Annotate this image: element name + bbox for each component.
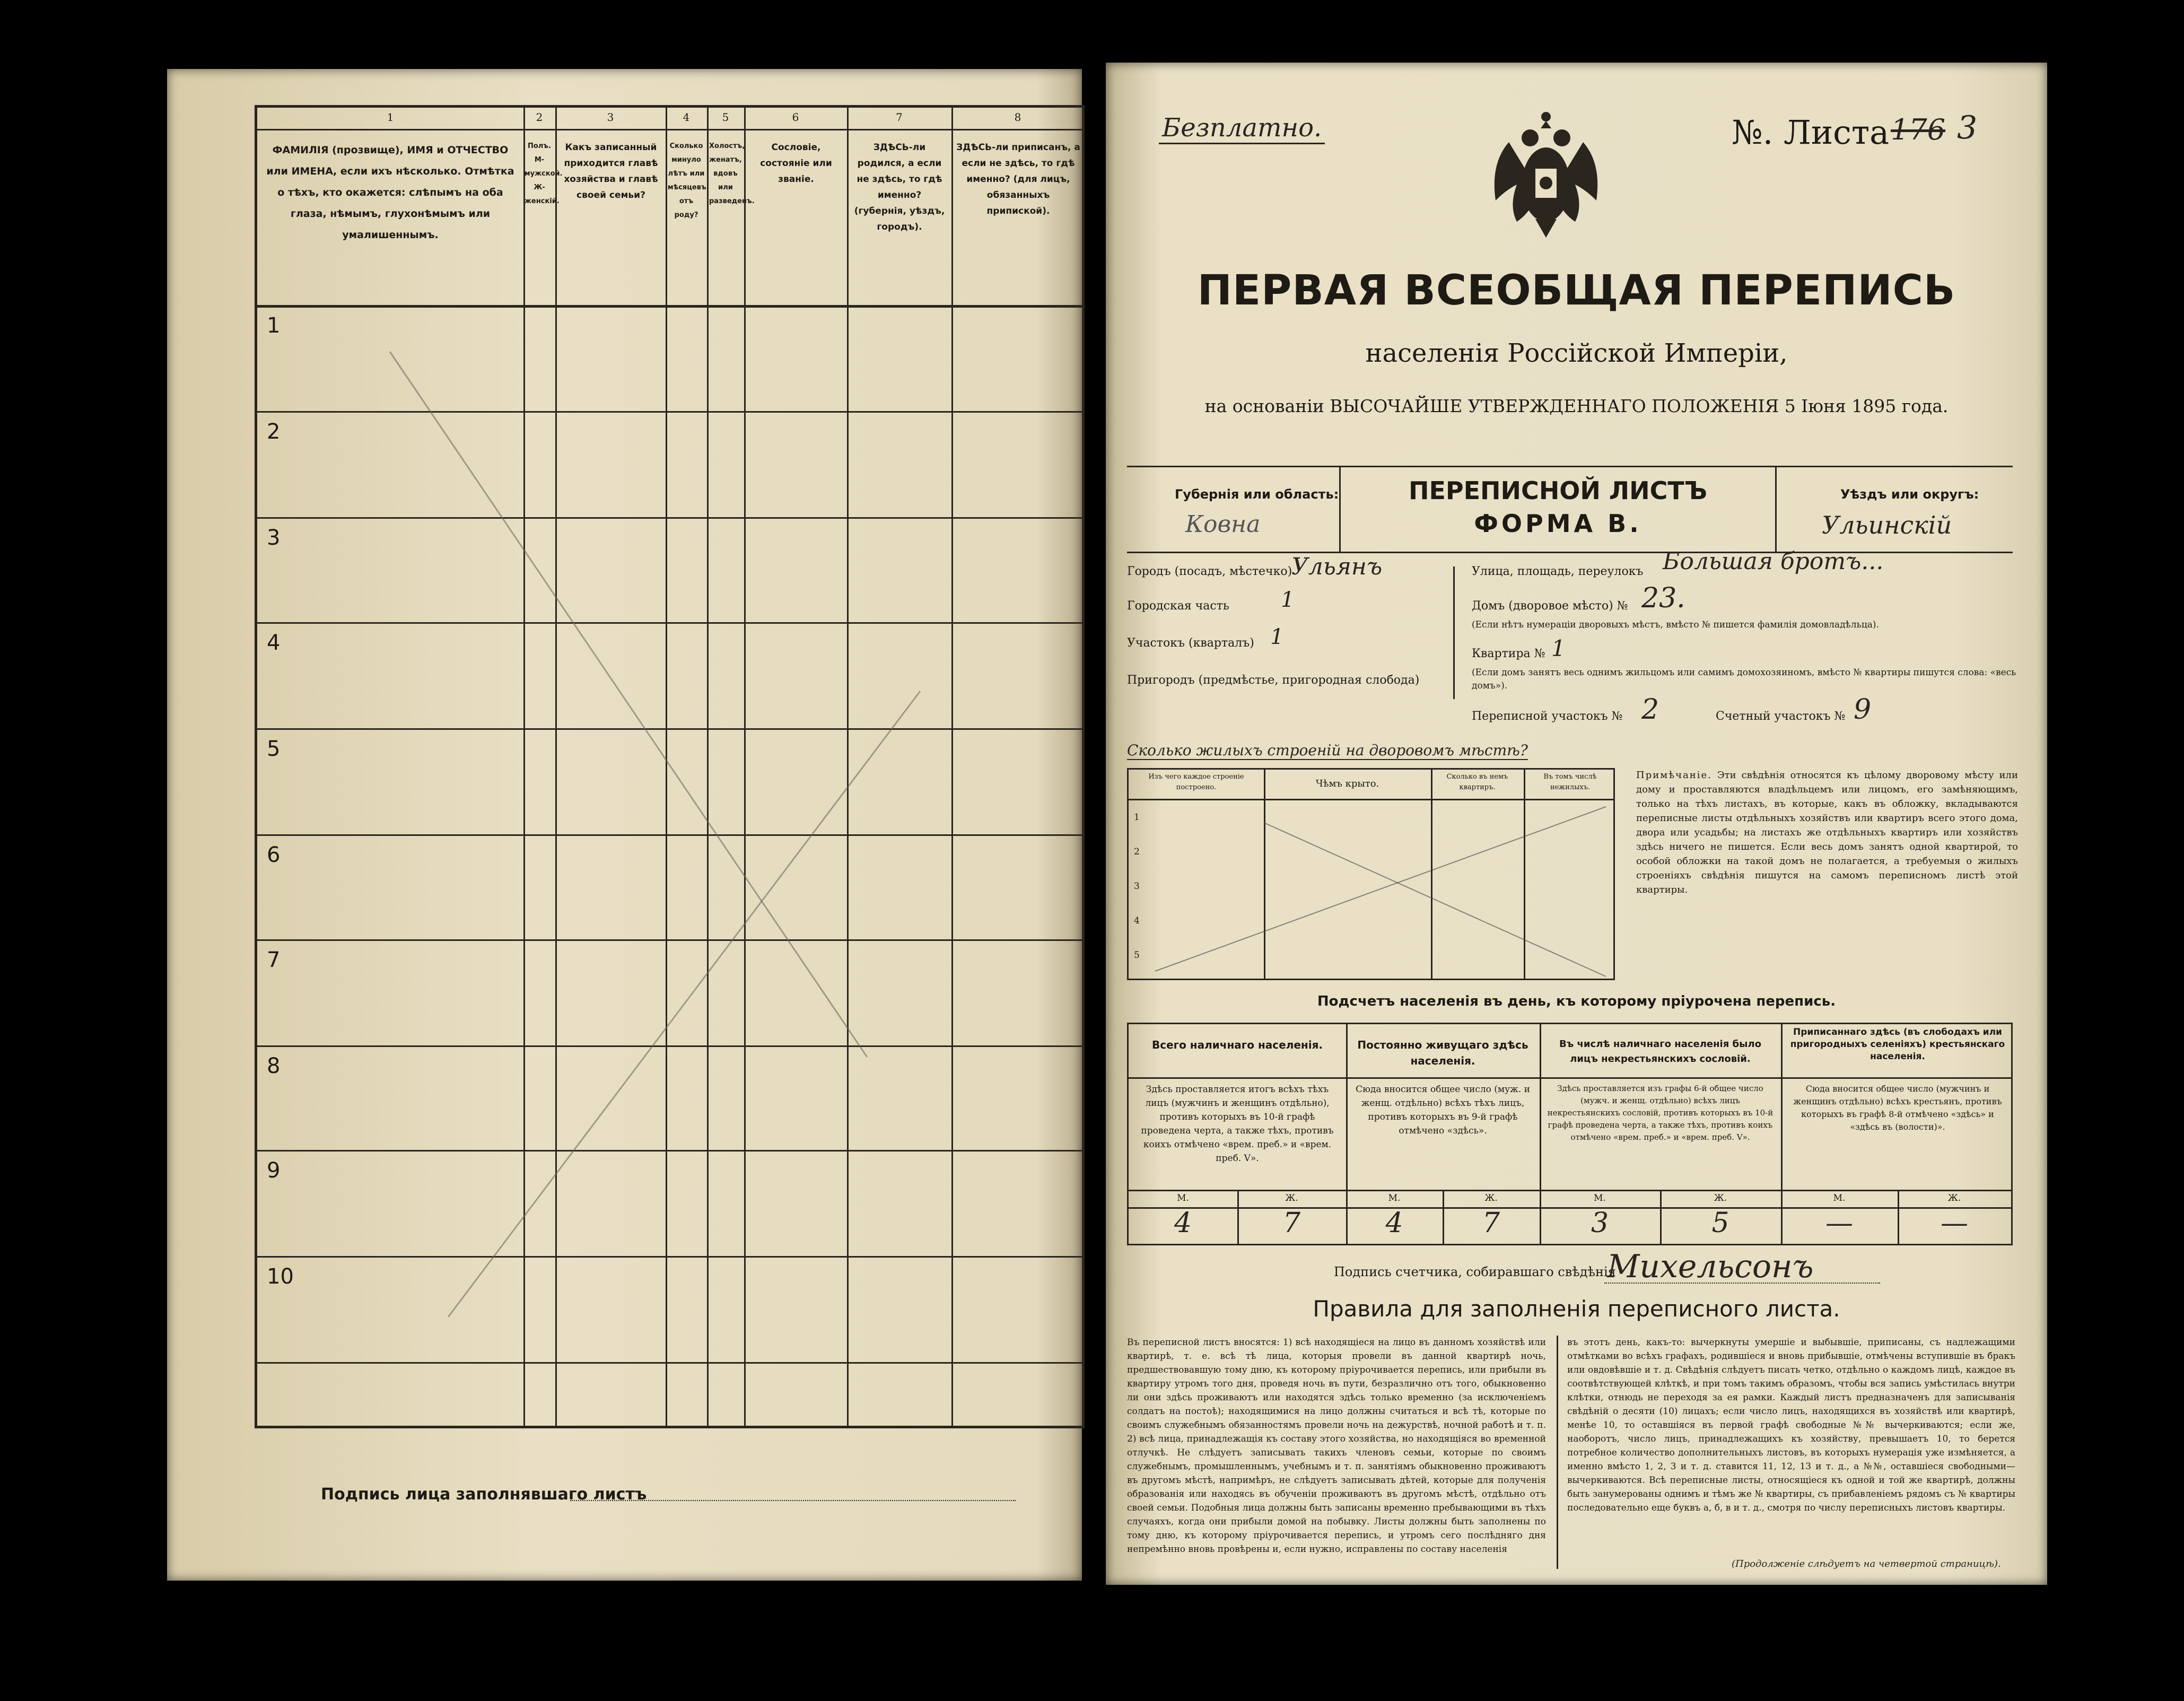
tally-desc-permanent: Сюда вносится общее число (муж. и женщ. отдѣльно) всѣхъ тѣхъ лицъ, противъ которыхъ въ 9-й графѣ отмѣчено «здѣсь». — [1356, 1084, 1530, 1136]
tally-value: 3 — [1591, 1207, 1609, 1239]
census-area-value: 2 — [1641, 694, 1659, 726]
house-note: (Если нѣтъ нумерацiи дворовыхъ мѣстъ, вмѣсто № пишется фамилія домовладѣльца). — [1472, 620, 1879, 630]
row-number: 10 — [267, 1264, 294, 1289]
col-header-registered: ЗДѢСЬ-ли приписанъ, а если не здѣсь, то гдѣ именно? (для лицъ, обязанныхъ припиской). — [956, 142, 1080, 216]
uezd-label: Уѣздъ или округъ: — [1840, 487, 1979, 502]
row-number: 5 — [267, 737, 281, 761]
female-label: Ж. — [1285, 1193, 1298, 1203]
sheet-number-value: 176 — [1891, 113, 1946, 146]
tally-desc-nonpeasant: Здѣсь проставляется изъ графы 6-й общее число (мужч. и женщ. отдѣльно) всѣхъ лицъ некрестьянскихъ сословій, противъ которыхъ въ 10-й графѣ проведена черта, а также тѣхъ, противъ коихъ отмѣчено «врем. преб.» и «врем. преб. V». — [1547, 1084, 1774, 1142]
female-label: Ж. — [1714, 1193, 1727, 1203]
tally-head-peasant: Приписаннаго здѣсь (въ слободахъ или пригородныхъ селеніяхъ) крестьянскаго населенія. — [1790, 1027, 2005, 1062]
city-part-value: 1 — [1281, 588, 1295, 612]
tally-title: Подсчетъ населенія въ день, къ которому пріурочена перепись. — [1317, 993, 1836, 1009]
row-number: 3 — [267, 526, 281, 550]
apartment-note: (Если домъ занятъ весь однимъ жильцомъ или самимъ домохозяиномъ, вмѣсто № квартиры пишутся слова: «весь домъ»). — [1472, 667, 2016, 691]
bld-row-number: 2 — [1134, 847, 1140, 857]
col-header-sex: Полъ. М-мужской. Ж-женскій. — [525, 142, 563, 205]
continued-note: (Продолженіе слѣдуетъ на четвертой страницѣ). — [1732, 1558, 2001, 1569]
census-subtitle: населенія Россійской Имперіи, — [1365, 338, 1788, 368]
city-part-label: Городская часть — [1127, 599, 1229, 613]
col-number-1: 1 — [387, 111, 394, 124]
bld-head-nonresidential: Въ томъ числѣ нежилыхъ. — [1543, 773, 1597, 791]
row-number: 6 — [267, 843, 281, 867]
apartment-value: 1 — [1551, 635, 1566, 661]
male-label: М. — [1833, 1193, 1846, 1203]
col-number-8: 8 — [1014, 111, 1021, 124]
col-header-birthplace: ЗДѢСЬ-ли родился, а если не здѣсь, то гдѣ именно? (губернія, уѣздъ, городъ). — [854, 142, 945, 232]
note-title: Примѣчаніе. — [1636, 770, 1712, 781]
col-number-6: 6 — [792, 111, 799, 124]
suburb-label: Пригородъ (предмѣстье, пригородная слобода) — [1127, 674, 1420, 687]
right-page — [1106, 63, 2047, 1585]
buildings-table — [1127, 768, 1615, 980]
col-header-name: ФАМИЛІЯ (прозвище), ИМЯ и ОТЧЕСТВО или ИМЕНА, если ихъ нѣсколько. Отмѣтка о тѣхъ, кто окажется: слѣпымъ на оба глаза, нѣмымъ, глухонѣмымъ или умалишеннымъ. — [266, 144, 514, 241]
census-area-label: Переписной участокъ № — [1472, 710, 1623, 723]
filler-signature-label: Подпись лица заполнявшаго листъ — [321, 1485, 647, 1504]
counter-signature-label: Подпись счетчика, собиравшаго свѣдѣнія — [1334, 1264, 1616, 1279]
col-header-relation: Какъ записанный приходится главѣ хозяйства и главѣ своей семьи? — [564, 142, 658, 200]
buildings-note — [1636, 768, 2018, 897]
tally-value: 5 — [1711, 1207, 1729, 1239]
female-label: Ж. — [1947, 1193, 1961, 1203]
counter-signature-value: Михельсонъ — [1607, 1248, 1814, 1285]
count-area-value: 9 — [1854, 694, 1872, 726]
buildings-question: Сколько жилыхъ строеній на дворовомъ мѣстѣ? — [1127, 742, 1528, 759]
free-label: Безплатно. — [1159, 113, 1325, 144]
population-table — [255, 105, 1085, 1428]
uezd-value: Ульинскій — [1822, 511, 1952, 539]
bld-head-roof: Чѣмъ крыто. — [1315, 778, 1379, 789]
female-label: Ж. — [1484, 1193, 1498, 1203]
street-label: Улица, площадь, переулокъ — [1472, 565, 1644, 578]
bld-row-number: 3 — [1134, 881, 1140, 892]
imperial-eagle-icon — [1477, 105, 1615, 243]
bld-row-number: 5 — [1134, 950, 1140, 961]
tally-value: — — [1825, 1207, 1853, 1239]
rules-right-column: въ этотъ день, какъ-то: вычеркнуты умершіе и выбывшіе, приписаны, съ надлежащими отмѣтками во всѣхъ графахъ, родившіеся и вновь прибывшіе, отмѣчены вступившіе въ бракъ или овдовѣвшіе и т. д. Свѣдѣнія слѣдуетъ писать четко, отдѣльно о каждомъ лицѣ, каждое въ соотвѣтствующей клѣткѣ, и при томъ такимъ образомъ, чтобы вся запись умѣстилась внутри клѣтки, отнюдь не переходя за ея рамки. Каждый листъ предназначенъ для записыванія свѣдѣній о десяти (10) лицахъ; если число лицъ, находящихся въ хозяйствѣ или квартирѣ, менѣе 10, то оставшіяся въ первой графѣ свободные №№ вычеркиваются; если же, наоборотъ, число лицъ, принадлежащихъ къ хозяйству, превышаетъ 10, то берется потребное количество дополнительныхъ листовъ, въ которыхъ нумерація уже измѣняется, а именно вмѣсто 1, 2, 3 и т. д. ставится 11, 12, 13 и т. д., а №№, оставшіеся свободными—вычеркиваются. Всѣ переписные листы, относящіеся къ одной и той же квартирѣ, должны быть занумерованы однимъ и тѣмъ же № квартиры, съ прибавленіемъ рядомъ съ № квартиры последовательно еще буквъ а, б, в и т. д., смотря по числу переписныхъ листовъ квартиры. — [1567, 1337, 2015, 1513]
form-title: ПЕРЕПИСНОЙ ЛИСТЪ — [1409, 476, 1707, 505]
filler-signature-line — [570, 1500, 1016, 1501]
sheet-number-extra: 3 — [1957, 109, 1978, 146]
city-value: Ульянъ — [1291, 553, 1383, 580]
census-basis: на основаніи ВЫСОЧАЙШЕ УТВЕРЖДЕННАГО ПОЛОЖЕНІЯ 5 Іюня 1895 года. — [1204, 396, 1949, 416]
col-number-4: 4 — [683, 111, 690, 124]
row-number: 4 — [267, 631, 281, 655]
tally-desc-present: Здѣсь проставляется итогъ всѣхъ тѣхъ лицъ (мужчинъ и женщинъ отдѣльно), противъ которыхъ въ 10-й графѣ проведена черта, а также тѣхъ, противъ коихъ отмѣчено «врем. преб.» и «врем. преб. V». — [1141, 1084, 1334, 1164]
house-value: 23. — [1641, 582, 1685, 614]
male-label: М. — [1177, 1193, 1189, 1203]
row-number: 2 — [267, 420, 281, 444]
row-number: 9 — [267, 1158, 281, 1183]
col-header-estate: Сословіе, состояніе или званіе. — [760, 142, 832, 185]
col-number-5: 5 — [722, 111, 729, 124]
bld-row-number: 4 — [1134, 915, 1140, 926]
street-value: Большая бротъ... — [1663, 548, 1884, 575]
apartment-label: Квартира № — [1472, 647, 1545, 660]
city-label: Городъ (посадъ, мѣстечко) — [1127, 565, 1292, 578]
bld-row-number: 1 — [1134, 812, 1140, 823]
col-header-age: Сколько минуло лѣтъ или мѣсяцевъ отъ роду? — [668, 142, 706, 219]
tally-head-present: Всего наличнаго населенія. — [1151, 1039, 1323, 1051]
census-title: ПЕРВАЯ ВСЕОБЩАЯ ПЕРЕПИСЬ — [1197, 267, 1956, 315]
uchastok-label: Участокъ (кварталъ) — [1127, 636, 1254, 650]
col-number-7: 7 — [896, 111, 903, 124]
tally-desc-peasant: Сюда вносится общее число (мужчинъ и женщинъ отдѣльно) всѣхъ крестьянъ, противъ которыхъ въ графѣ 8-й отмѣчено «здѣсь» и «здѣсь въ (волости)». — [1793, 1084, 2002, 1132]
male-label: М. — [1594, 1193, 1606, 1203]
cross-out-stroke — [257, 108, 1082, 1426]
row-number: 8 — [267, 1054, 281, 1078]
bld-head-apartments: Сколько въ немъ квартиръ. — [1446, 773, 1508, 791]
gubernia-value: Ковна — [1185, 511, 1261, 538]
row-number: 1 — [267, 313, 281, 338]
tally-head-permanent: Постоянно живущаго здѣсь населенія. — [1357, 1039, 1528, 1067]
bld-head-material: Изъ чего каждое строеніе построено. — [1148, 773, 1244, 791]
note-text: Эти свѣдѣнія относятся къ цѣлому дворовому мѣсту или дому и проставляются владѣльцемъ или лицомъ, его замѣняющимъ, только на тѣхъ листахъ, въ которые, какъ въ обложку, вкладываются переписные листы отдѣльныхъ хозяйствъ или квартиръ всего этого дома, двора или усадьбы; на листахъ же отдѣльныхъ квартиръ или хозяйствъ здѣсь ничего не пишется. Если весь домъ занятъ одной квартирой, то особой обложки на такой домъ не полагается, а требуемыя о жилыхъ строеніяхъ свѣдѣнія пишутся на самомъ переписномъ листѣ этой квартиры. — [1636, 770, 2018, 895]
uchastok-value: 1 — [1270, 625, 1284, 649]
tally-value: 4 — [1174, 1207, 1192, 1239]
rules-title: Правила для заполненія переписного листа. — [1313, 1296, 1840, 1322]
rules-left-column: Въ переписной листъ вносятся: 1) всѣ находящіеся на лицо въ данномъ хозяйствѣ или квартирѣ, т. е. всѣ тѣ лица, которыя провели въ данной квартирѣ ночь, предшествовавшую тому дню, къ которому пріурочивается перепись, или прибыли въ квартиру утромъ того дня, проведя ночь въ пути, безразлично отъ того, обыкновенно ли они здѣсь проживаютъ или находятся здѣсь только временно (за исключеніемъ солдатъ на постоѣ); находящимися на лицо должны считаться и всѣ тѣ, которые по своимъ служебнымъ обязанностямъ провели ночь на дежурствѣ, ночной работѣ и т. п. 2) всѣ лица, принадлежащія къ составу этого хозяйства, но находящіяся во временной отлучкѣ. Не слѣдуетъ записывать такихъ членовъ семьи, которые по своимъ служебнымъ, промышленнымъ, учебнымъ и т. п. занятіямъ обыкновенно проживаютъ въ другомъ мѣстѣ, напримѣръ, не слѣдуетъ записывать дѣтей, которые для полученія образованія или находясь въ обученіи проживаютъ въ другомъ мѣстѣ, отдѣльно отъ своей семьи. Подобныя лица должны быть записаны временно пребывающими въ тѣхъ случаяхъ, когда они прибыли домой на побывку. Листы должны быть заполнены по тому дню, къ которому пріурочивается перепись, и утромъ сего послѣдняго дня непремѣнно вновь провѣрены и, если нужно, исправлены по составу населенія — [1127, 1337, 1546, 1555]
row-number: 7 — [267, 948, 281, 972]
form-subtitle: ФОРМА В. — [1474, 509, 1642, 538]
sheet-number-label: №. Листа — [1732, 113, 1890, 152]
col-number-3: 3 — [607, 111, 614, 124]
gubernia-label: Губернія или область: — [1175, 487, 1339, 502]
left-page — [167, 69, 1082, 1581]
tally-value: — — [1941, 1207, 1968, 1239]
male-label: М. — [1388, 1193, 1401, 1203]
tally-value: 4 — [1385, 1207, 1403, 1239]
tally-value: 7 — [1282, 1207, 1301, 1239]
house-label: Домъ (дворовое мѣсто) № — [1472, 599, 1628, 613]
tally-table — [1127, 1023, 2013, 1245]
count-area-label: Счетный участокъ № — [1716, 710, 1846, 723]
col-header-marital: Холостъ, женатъ, вдовъ или разведенъ. — [709, 142, 755, 205]
tally-value: 7 — [1482, 1207, 1500, 1239]
col-number-2: 2 — [536, 111, 543, 124]
tally-head-nonpeasant: Въ числѣ наличнаго населенія было лицъ некрестьянскихъ сословій. — [1559, 1039, 1761, 1065]
